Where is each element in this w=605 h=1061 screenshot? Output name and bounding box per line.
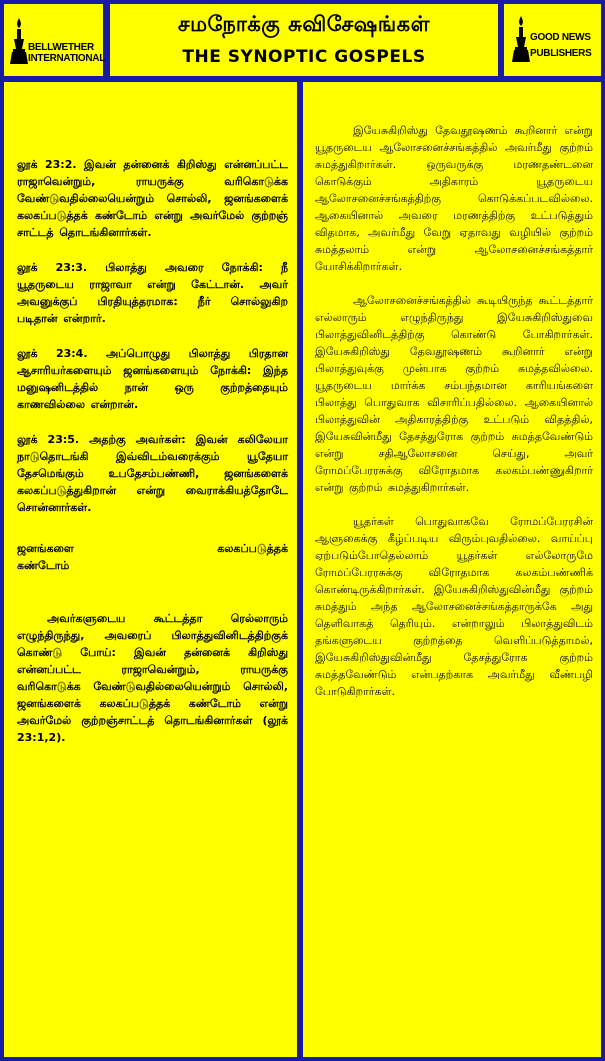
left-logo-line1: BELLWETHER bbox=[28, 42, 94, 53]
right-logo-line1: GOOD NEWS bbox=[530, 32, 591, 43]
left-logo-line2: INTERNATIONAL bbox=[28, 53, 106, 64]
page-title-tamil: சமநோக்கு சுவிசேஷங்கள் bbox=[177, 12, 431, 36]
bellwether-logo bbox=[4, 4, 106, 76]
commentary-paragraph: இயேசுகிறிஸ்து தேவதூஷணம் கூறினார் என்று யூதருடைய ஆலோசனைச்சங்கத்தில் அவர்மீது குற்றம் சுமத்துகிறார்கள். ஒருவருக்கு மரணதண்டனை கொடுக்கும் அதிகாரம் யூதருடைய ஆலோசனைச்சங்கத்திற்கு கொடுக்கப்படவில்லை. ஆகையினால் அவரை மரணத்திற்கு உட்படுத்தும் விதமாக, அவர்மீது வேறு ஏதாவது வழியில் குற்றம் சுமத்தலாம் என்று ஆலோசனைச்சங்கத்தார் யோசிக்கிறார்கள். bbox=[315, 124, 593, 273]
page-title-english: THE SYNOPTIC GOSPELS bbox=[182, 47, 426, 67]
summary-paragraph: அவர்களுடைய கூட்டத்தா ரெல்லாரும் எழுந்திருந்து, அவரைப் பிலாத்துவினிடத்திற்குக் கொண்டு போய்: இவன் தன்னைக் கிறிஸ்து என்னப்பட்ட ராஜாவென்றும், ராயருக்கு வரிகொடுக்க வேண்டுவதில்லையென்றும் சொல்லி, ஜனங்களைக் கலகப்படுத்தக் கண்டோம் என்று அவர்மேல் குற்றஞ்சாட்டத் தொடங்கினார்கள் (லூக் 23:1,2). bbox=[17, 612, 288, 744]
bellwether-lamp-icon bbox=[10, 16, 28, 66]
section-heading: ஜனங்களை கலகப்படுத்தக் கண்டோம் bbox=[17, 542, 288, 572]
verse-paragraph: லூக் 23:5. அதற்கு அவர்கள்: இவன் கலிலேயா நாடுதொடங்கி இவ்விடம்வரைக்கும் யூதேயா தேசமெங்கும் உபதேசம்பண்ணி, ஜனங்களைக் கலகப்படுத்துகிறான் என்று வைராக்கியத்தோடே சொன்னார்கள். bbox=[17, 433, 288, 514]
good-news-logo bbox=[504, 4, 601, 76]
verse-paragraph: லூக் 23:4. அப்பொழுது பிலாத்து பிரதான ஆசாரியர்களையும் ஜனங்களையும் நோக்கி: இந்த மனுஷனிடத்தில் நான் ஒரு குற்றத்தையும் காணவில்லை என்றான். bbox=[17, 347, 288, 411]
commentary-paragraph: யூதர்கள் பொதுவாகவே ரோமப்பேரரசின் ஆளுகைக்கு கீழ்ப்படிய விரும்புவதில்லை. வாய்ப்பு ஏற்படும்போதெல்லாம் யூதர்கள் எல்லோருமே ரோமப்பேரரசுக்கு விரோதமாக கலகம்பண்ணிக் கொண்டிருக்கிறார்கள். இயேசுகிறிஸ்துவின்மீது குற்றம் சுமத்தும் அந்த ஆலோசனைச்சங்கத்தாருக்கே அது தெளிவாகத் தெரியும். என்றாலும் பிலாத்துவிடம் தங்களுடைய குற்றத்தை வெளிப்படுத்தாமல், இயேசுகிறிஸ்துவின்மீது தேசத்துரோக குற்றம் சுமத்தவேண்டும் என்பதற்காக அவர்மீது வீண்பழி போடுகிறார்கள். bbox=[315, 515, 593, 698]
scripture-column bbox=[4, 82, 297, 1057]
verse-paragraph: லூக் 23:2. இவன் தன்னைக் கிறிஸ்து என்னப்பட்ட ராஜாவென்றும், ராயருக்கு வரிகொடுக்க வேண்டுவதில்லையென்றும் சொல்லி, ஜனங்களைக் கலகப்படுத்தக் கண்டோம் என்று அவர்மேல் குற்றஞ் சாட்டத் தொடங்கினார்கள். bbox=[17, 158, 288, 239]
right-logo-line2: PUBLISHERS bbox=[530, 48, 592, 59]
verse-paragraph: லூக் 23:3. பிலாத்து அவரை நோக்கி: நீ யூதருடைய ராஜாவா என்று கேட்டான். அவர் அவனுக்குப் பிரதியுத்தரமாக: நீர் சொல்லுகிற படிதான் என்றார். bbox=[17, 261, 288, 325]
good-news-lamp-icon bbox=[512, 14, 530, 64]
commentary-column bbox=[303, 82, 601, 1057]
title-banner bbox=[110, 4, 498, 76]
commentary-paragraph: ஆலோசனைச்சங்கத்தில் கூடியிருந்த கூட்டத்தார் எல்லாரும் எழுந்திருந்து இயேசுகிறிஸ்துவை பிலாத்துவினிடத்திற்கு கொண்டு போகிறார்கள். இயேசுகிறிஸ்து தேவதூஷணம் கூறினார் என்று பிலாத்துவுக்கு முன்பாக குற்றம் சுமத்தவில்லை. யூதருடைய மார்க்க சம்பந்தமான காரியங்களை பிலாத்து பொதுவாக விசாரிப்பதில்லை. ஆகையினால் பிலாத்துவின் அதிகாரத்திற்கு உட்படும் விதத்தில், இயேசுவின்மீது தேசத்துரோக குற்றம் சுமத்தவேண்டும் என்று சதிஆலோசனை செய்து, அவர் ரோமப்பேரரசுக்கு விரோதமாக கலகம்பண்ணுகிறார் என்று குற்றம் சுமத்துகிறார்கள். bbox=[315, 294, 593, 494]
